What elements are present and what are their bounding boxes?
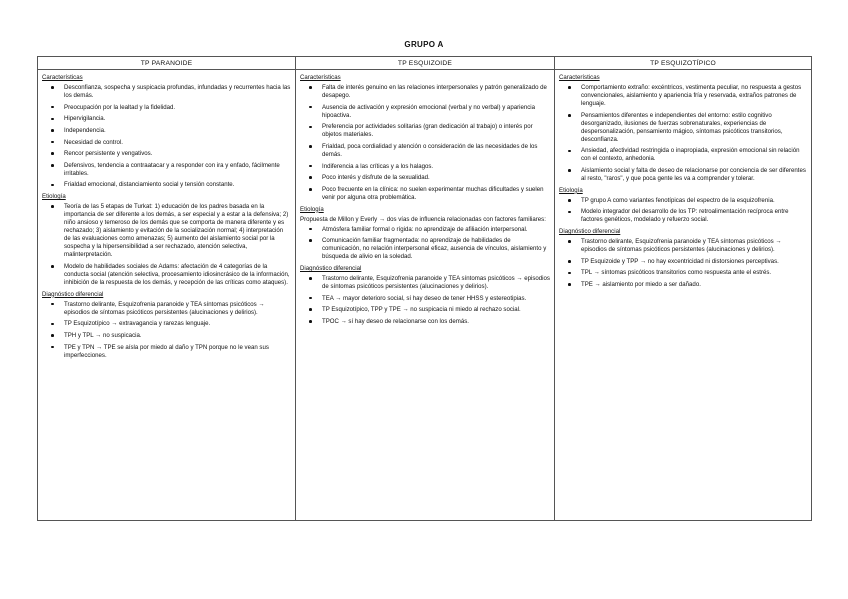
list-item: Independencia. xyxy=(64,127,291,135)
bullet-list xyxy=(42,84,291,189)
list-item: TEA → mayor deterioro social, sí hay deseo de tener HHSS y estereotipias. xyxy=(322,295,550,303)
column-cell-paranoide xyxy=(38,70,296,521)
column-cell-esquizoide xyxy=(296,70,555,521)
section-title: Características xyxy=(300,74,341,81)
list-item: Teoría de las 5 etapas de Turkat: 1) educación de los padres basada en la importancia de ser diferente a los demás, a ser especial y a estar a la defensiva; 2) niño ansioso y temeroso de los demás que se comporta de manera diferente y es rechazado; 3) aislamiento y evitación de la socialización normal; 4) interpretación de las evaluaciones como amenazas; 5) aumento del aislamiento social por la sospecha y la hipersensibilidad a ser rechazado, atención selectiva, malinterpretación. xyxy=(64,203,291,259)
bullet-list xyxy=(300,84,550,202)
column-header: TP ESQUIZOIDE xyxy=(296,57,555,70)
list-item: Frialdad, poca cordialidad y atención o consideración de las necesidades de los demás. xyxy=(322,143,550,159)
list-item: Preocupación por la lealtad y la fidelidad. xyxy=(64,104,291,112)
column-header: TP PARANOIDE xyxy=(38,57,296,70)
list-item: TPH y TPL → no suspicacia. xyxy=(64,332,291,340)
content-row xyxy=(38,70,812,521)
comparison-table xyxy=(37,56,812,521)
list-item: Defensivos, tendencia a contraatacar y a responder con ira y enfado, fácilmente irritables. xyxy=(64,162,291,178)
list-item: Trastorno delirante, Esquizofrenia paranoide y TEA síntomas psicóticos → episodios de síntomas psicóticos persistentes (alucinaciones y delirios). xyxy=(581,238,807,254)
header-row xyxy=(38,57,812,70)
list-item: TPL → síntomas psicóticos transitorios como respuesta ante el estrés. xyxy=(581,269,807,277)
list-item: Hipervigilancia. xyxy=(64,115,291,123)
bullet-list xyxy=(559,197,807,225)
list-item: TPE y TPN → TPE se aísla por miedo al daño y TPN porque no le vean sus imperfecciones. xyxy=(64,344,291,360)
list-item: Preferencia por actividades solitarias (gran dedicación al trabajo) o interés por objetos materiales. xyxy=(322,123,550,139)
list-item: Pensamientos diferentes e independientes del entorno: estilo cognitivo desorganizado, ilusiones de fuerzas sobrenaturales, experiencias de despersonalización, pensamiento mágico, síntomas psicóticos transitorios, desconfianza. xyxy=(581,112,807,144)
list-item: Poco frecuente en la clínica: no suelen experimentar muchas dificultades y suelen venir por alguna otra problemática. xyxy=(322,186,550,202)
list-item: Indiferencia a las críticas y a los halagos. xyxy=(322,163,550,171)
section-title: Características xyxy=(42,74,83,81)
section-intro: Propuesta de Millon y Everly → dos vías de influencia relacionadas con factores familiares: xyxy=(300,215,546,223)
list-item: Comunicación familiar fragmentada: no aprendizaje de habilidades de comunicación, no relación interpersonal eficaz, ausencia de vínculos, aislamiento y búsqueda de alivio en la soledad. xyxy=(322,237,550,261)
list-item: Atmósfera familiar formal o rígida: no aprendizaje de afiliación interpersonal. xyxy=(322,226,550,234)
list-item: Poco interés y disfrute de la sexualidad. xyxy=(322,174,550,182)
bullet-list xyxy=(300,226,550,262)
section-title: Diagnóstico diferencial xyxy=(300,264,362,272)
section-title: Diagnóstico diferencial xyxy=(42,290,104,298)
bullet-list xyxy=(559,84,807,183)
column-header: TP ESQUIZOTÍPICO xyxy=(555,57,812,70)
list-item: Aislamiento social y falta de deseo de relacionarse por conciencia de ser diferentes al resto, "raros", y que poca gente les va a comprender y tolerar. xyxy=(581,167,806,183)
bullet-list xyxy=(42,203,291,287)
list-item: TP Esquizoide y TPP → no hay excentricidad ni distorsiones perceptivas. xyxy=(581,258,807,266)
bullet-list xyxy=(300,275,550,326)
list-item: Ausencia de activación y expresión emocional (verbal y no verbal) y apariencia hipoactiva. xyxy=(322,104,550,120)
section-title: Diagnóstico diferencial xyxy=(559,228,621,236)
bullet-list xyxy=(559,238,807,289)
page-title: GRUPO A xyxy=(404,40,444,49)
list-item: Modelo de habilidades sociales de Adams: afectación de 4 categorías de la conducta social (atención selectiva, procesamiento idiosincrásico de la información, inhibición de la respuesta de los demás, y recepción de las críticas como ataques). xyxy=(64,262,290,286)
section-title: Etiología xyxy=(559,186,583,194)
bullet-list xyxy=(42,301,291,360)
list-item: Falta de interés genuino en las relaciones interpersonales y patrón generalizado de desapego. xyxy=(322,84,550,100)
list-item: Frialdad emocional, distanciamiento social y tensión constante. xyxy=(64,181,291,189)
list-item: TP Esquizotípico, TPP y TPE → no suspicacia ni miedo al rechazo social. xyxy=(322,306,550,314)
list-item: Rencor persistente y vengativos. xyxy=(64,150,291,158)
list-item: Desconfianza, sospecha y suspicacia profundas, infundadas y recurrentes hacia las los demás. xyxy=(64,84,291,100)
section-title: Características xyxy=(559,74,600,81)
list-item: Ansiedad, afectividad restringida o inapropiada, expresión emocional sin relación con el contexto, anhedonia. xyxy=(581,147,807,163)
list-item: Trastorno delirante, Esquizofrenia paranoide y TEA síntomas psicóticos → episodios de síntomas psicóticos persistentes (alucinaciones y delirios). xyxy=(64,301,291,317)
column-cell-esquizotipico xyxy=(555,70,812,521)
list-item: Comportamiento extraño: excéntricos, vestimenta peculiar, no respuesta a gestos convencionales, aislamiento y apariencia fría y reservada, extraños patrones de lenguaje. xyxy=(581,84,807,108)
list-item: TPOC → sí hay deseo de relacionarse con los demás. xyxy=(322,318,550,326)
list-item: Modelo integrador del desarrollo de los TP: retroalimentación recíproca entre factores genéticos, modelado y refuerzo social. xyxy=(581,208,807,224)
list-item: Trastorno delirante, Esquizofrenia paranoide y TEA síntomas psicóticos → episodios de síntomas psicóticos persistentes (alucinaciones y delirios). xyxy=(322,274,550,290)
section-title: Etiología xyxy=(300,205,324,213)
list-item: TP Esquizotípico → extravagancia y rarezas lenguaje. xyxy=(64,320,291,328)
section-title: Etiología xyxy=(42,193,66,201)
list-item: TP grupo A como variantes fenotípicas del espectro de la esquizofrenia. xyxy=(581,197,807,205)
list-item: TPE → aislamiento por miedo a ser dañado. xyxy=(581,281,807,289)
list-item: Necesidad de control. xyxy=(64,139,291,147)
